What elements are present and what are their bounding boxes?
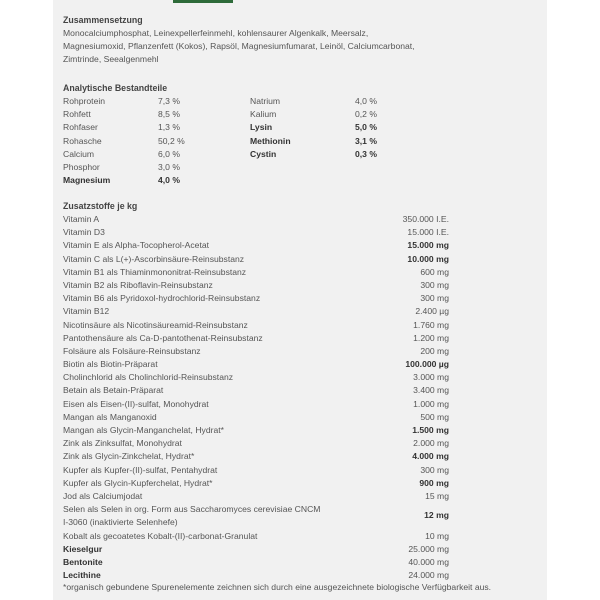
analytics-name: Rohfett [63, 109, 91, 120]
additive-value: 40.000 mg [408, 556, 449, 567]
additive-value: 200 mg [420, 345, 449, 356]
additive-row [63, 253, 533, 266]
additive-row [63, 371, 533, 384]
additive-row [63, 398, 533, 411]
additive-name: Betain als Betain-Präparat [63, 385, 164, 396]
additive-value: 15.000 mg [407, 240, 449, 251]
additive-name: Kieselgur [63, 543, 103, 554]
additive-value: 3.400 mg [413, 385, 449, 396]
additive-value: 3.000 mg [413, 372, 449, 383]
additive-value: 4.000 mg [412, 451, 449, 462]
additive-name: Zink als Zinksulfat, Monohydrat [63, 438, 182, 449]
analytics-left-column [63, 95, 243, 187]
composition-text: Monocalciumphosphat, Leinexpellerfeinmehl, kohlensaurer Algenkalk, Meersalz, Magnesiumoxid, Pflanzenfett (Kokos), Rapsöl, Magnesiumfumarat, Leinöl, Calciumcarbonat, Zimtrinde, Seealgenmehl [63, 28, 415, 64]
additive-row [63, 530, 533, 543]
additive-value: 350.000 I.E. [402, 214, 449, 224]
analytics-value: 1,3 % [158, 122, 180, 133]
additive-row [63, 292, 533, 305]
additive-row [63, 305, 533, 318]
analytics-row [63, 161, 243, 174]
analytics-row [250, 148, 400, 161]
additive-row [63, 464, 533, 477]
analytics-name: Rohfaser [63, 122, 98, 133]
analytics-value: 3,0 % [158, 161, 180, 172]
additive-name: Vitamin A [63, 214, 100, 224]
additive-value: 100.000 µg [405, 359, 449, 370]
additive-name: Mangan als Manganoxid [63, 411, 157, 422]
additive-value: 500 mg [420, 411, 449, 422]
additive-value: 300 mg [420, 279, 449, 290]
additive-name: Pantothensäure als Ca-D-pantothenat-Reinsubstanz [63, 332, 263, 343]
additive-row [63, 239, 533, 252]
additive-name: Kupfer als Kupfer-(II)-sulfat, Pentahydrat [63, 464, 218, 475]
composition-title: Zusammensetzung [63, 15, 143, 25]
composition-section [63, 14, 533, 66]
additive-row [63, 279, 533, 292]
top-accent-bar [173, 0, 233, 3]
analytics-name: Rohprotein [63, 96, 106, 106]
analytics-row [250, 95, 400, 108]
additive-value: 300 mg [420, 464, 449, 475]
additive-value: 15.000 I.E. [407, 227, 449, 238]
analytics-name: Lysin [250, 122, 273, 133]
analytics-title: Analytische Bestandteile [63, 83, 168, 93]
analytics-value: 5,0 % [355, 122, 377, 133]
analytics-name: Cystin [250, 148, 277, 159]
additives-title: Zusatzstoffe je kg [63, 201, 138, 211]
additive-name: Folsäure als Folsäure-Reinsubstanz [63, 345, 201, 356]
additive-value: 600 mg [420, 266, 449, 277]
additive-name: Eisen als Eisen-(II)-sulfat, Monohydrat [63, 398, 209, 409]
additives-list [63, 213, 533, 582]
analytics-name: Natrium [250, 96, 281, 106]
analytics-row [63, 135, 243, 148]
additives-section [63, 200, 533, 582]
additive-row [63, 556, 533, 569]
additive-row [63, 345, 533, 358]
additive-row [63, 503, 533, 529]
analytics-value: 8,5 % [158, 109, 180, 120]
additive-value: 2.000 mg [413, 438, 449, 449]
additive-name: Selen als Selen in org. Form aus Saccharomyces cerevisiae CNCM I-3060 (inaktivierte Selenhefe) [63, 504, 321, 528]
additive-name: Vitamin C als L(+)-Ascorbinsäure-Reinsubstanz [63, 253, 245, 264]
additive-row [63, 477, 533, 490]
additive-name: Jod als Calciumjodat [63, 490, 143, 501]
additive-row [63, 450, 533, 463]
additive-name: Kupfer als Glycin-Kupferchelat, Hydrat* [63, 477, 213, 488]
additive-name: Vitamin B1 als Thiaminmononitrat-Reinsubstanz [63, 266, 247, 277]
additive-row [63, 411, 533, 424]
analytics-value: 50,2 % [158, 135, 185, 146]
additive-value: 1.000 mg [413, 398, 449, 409]
additive-row [63, 490, 533, 503]
additive-name: Biotin als Biotin-Präparat [63, 359, 158, 370]
additive-row [63, 543, 533, 556]
analytics-name: Methionin [250, 135, 291, 146]
additive-value: 1.500 mg [412, 425, 449, 435]
additive-name: Mangan als Glycin-Manganchelat, Hydrat* [63, 425, 224, 435]
additive-row [63, 437, 533, 450]
additive-value: 900 mg [419, 477, 449, 488]
additive-name: Vitamin E als Alpha-Tocopherol-Acetat [63, 240, 210, 251]
additive-name: Cholinchlorid als Cholinchlorid-Reinsubstanz [63, 372, 234, 383]
additive-name: Bentonite [63, 556, 103, 567]
analytics-name: Kalium [250, 109, 277, 120]
analytics-section [63, 82, 533, 195]
additive-row [63, 319, 533, 332]
additive-value: 10 mg [425, 530, 449, 541]
footnote: *organisch gebundene Spurenelemente zeichnen sich durch eine ausgezeichnete biologische Verfügbarkeit aus. [63, 582, 492, 592]
analytics-row [250, 108, 400, 121]
analytics-row [63, 174, 243, 187]
additive-name: Vitamin B6 als Pyridoxol-hydrochlorid-Reinsubstanz [63, 293, 261, 304]
additive-row [63, 332, 533, 345]
analytics-name: Calcium [63, 148, 95, 159]
additive-value: 10.000 mg [407, 253, 449, 264]
analytics-name: Phosphor [63, 161, 100, 172]
analytics-row [63, 95, 243, 108]
analytics-grid [63, 95, 533, 195]
additive-name: Lecithine [63, 570, 101, 581]
additive-value: 12 mg [424, 510, 449, 521]
additive-name: Vitamin D3 [63, 227, 105, 238]
additive-row [63, 213, 533, 226]
additive-row [63, 384, 533, 397]
additive-value: 15 mg [425, 490, 449, 501]
additive-row [63, 266, 533, 279]
additive-row [63, 226, 533, 239]
analytics-name: Rohasche [63, 135, 102, 146]
additive-row [63, 424, 533, 437]
additive-name: Vitamin B2 als Riboflavin-Reinsubstanz [63, 279, 213, 290]
analytics-value: 7,3 % [158, 96, 180, 106]
analytics-value: 3,1 % [355, 135, 377, 146]
analytics-value: 0,2 % [355, 109, 377, 120]
analytics-row [63, 148, 243, 161]
additive-row [63, 358, 533, 371]
additive-value: 24.000 mg [408, 570, 449, 581]
additive-name: Kobalt als gecoatetes Kobalt-(II)-carbonat-Granulat [63, 530, 258, 541]
additive-value: 25.000 mg [408, 543, 449, 554]
analytics-name: Magnesium [63, 175, 111, 186]
additive-value: 2.400 µg [415, 306, 449, 317]
additive-value: 1.760 mg [413, 319, 449, 330]
additive-value: 1.200 mg [413, 332, 449, 343]
analytics-value: 6,0 % [158, 148, 180, 159]
analytics-right-column [250, 95, 400, 161]
analytics-row [63, 121, 243, 134]
additive-name: Vitamin B12 [63, 306, 110, 317]
additive-name: Nicotinsäure als Nicotinsäureamid-Reinsubstanz [63, 319, 248, 330]
analytics-row [250, 135, 400, 148]
analytics-row [250, 121, 400, 134]
additive-value: 300 mg [420, 293, 449, 304]
additive-row [63, 569, 533, 582]
analytics-value: 4,0 % [158, 175, 180, 186]
analytics-value: 4,0 % [355, 96, 377, 106]
additive-name: Zink als Glycin-Zinkchelat, Hydrat* [63, 451, 195, 462]
analytics-row [63, 108, 243, 121]
analytics-value: 0,3 % [355, 148, 377, 159]
